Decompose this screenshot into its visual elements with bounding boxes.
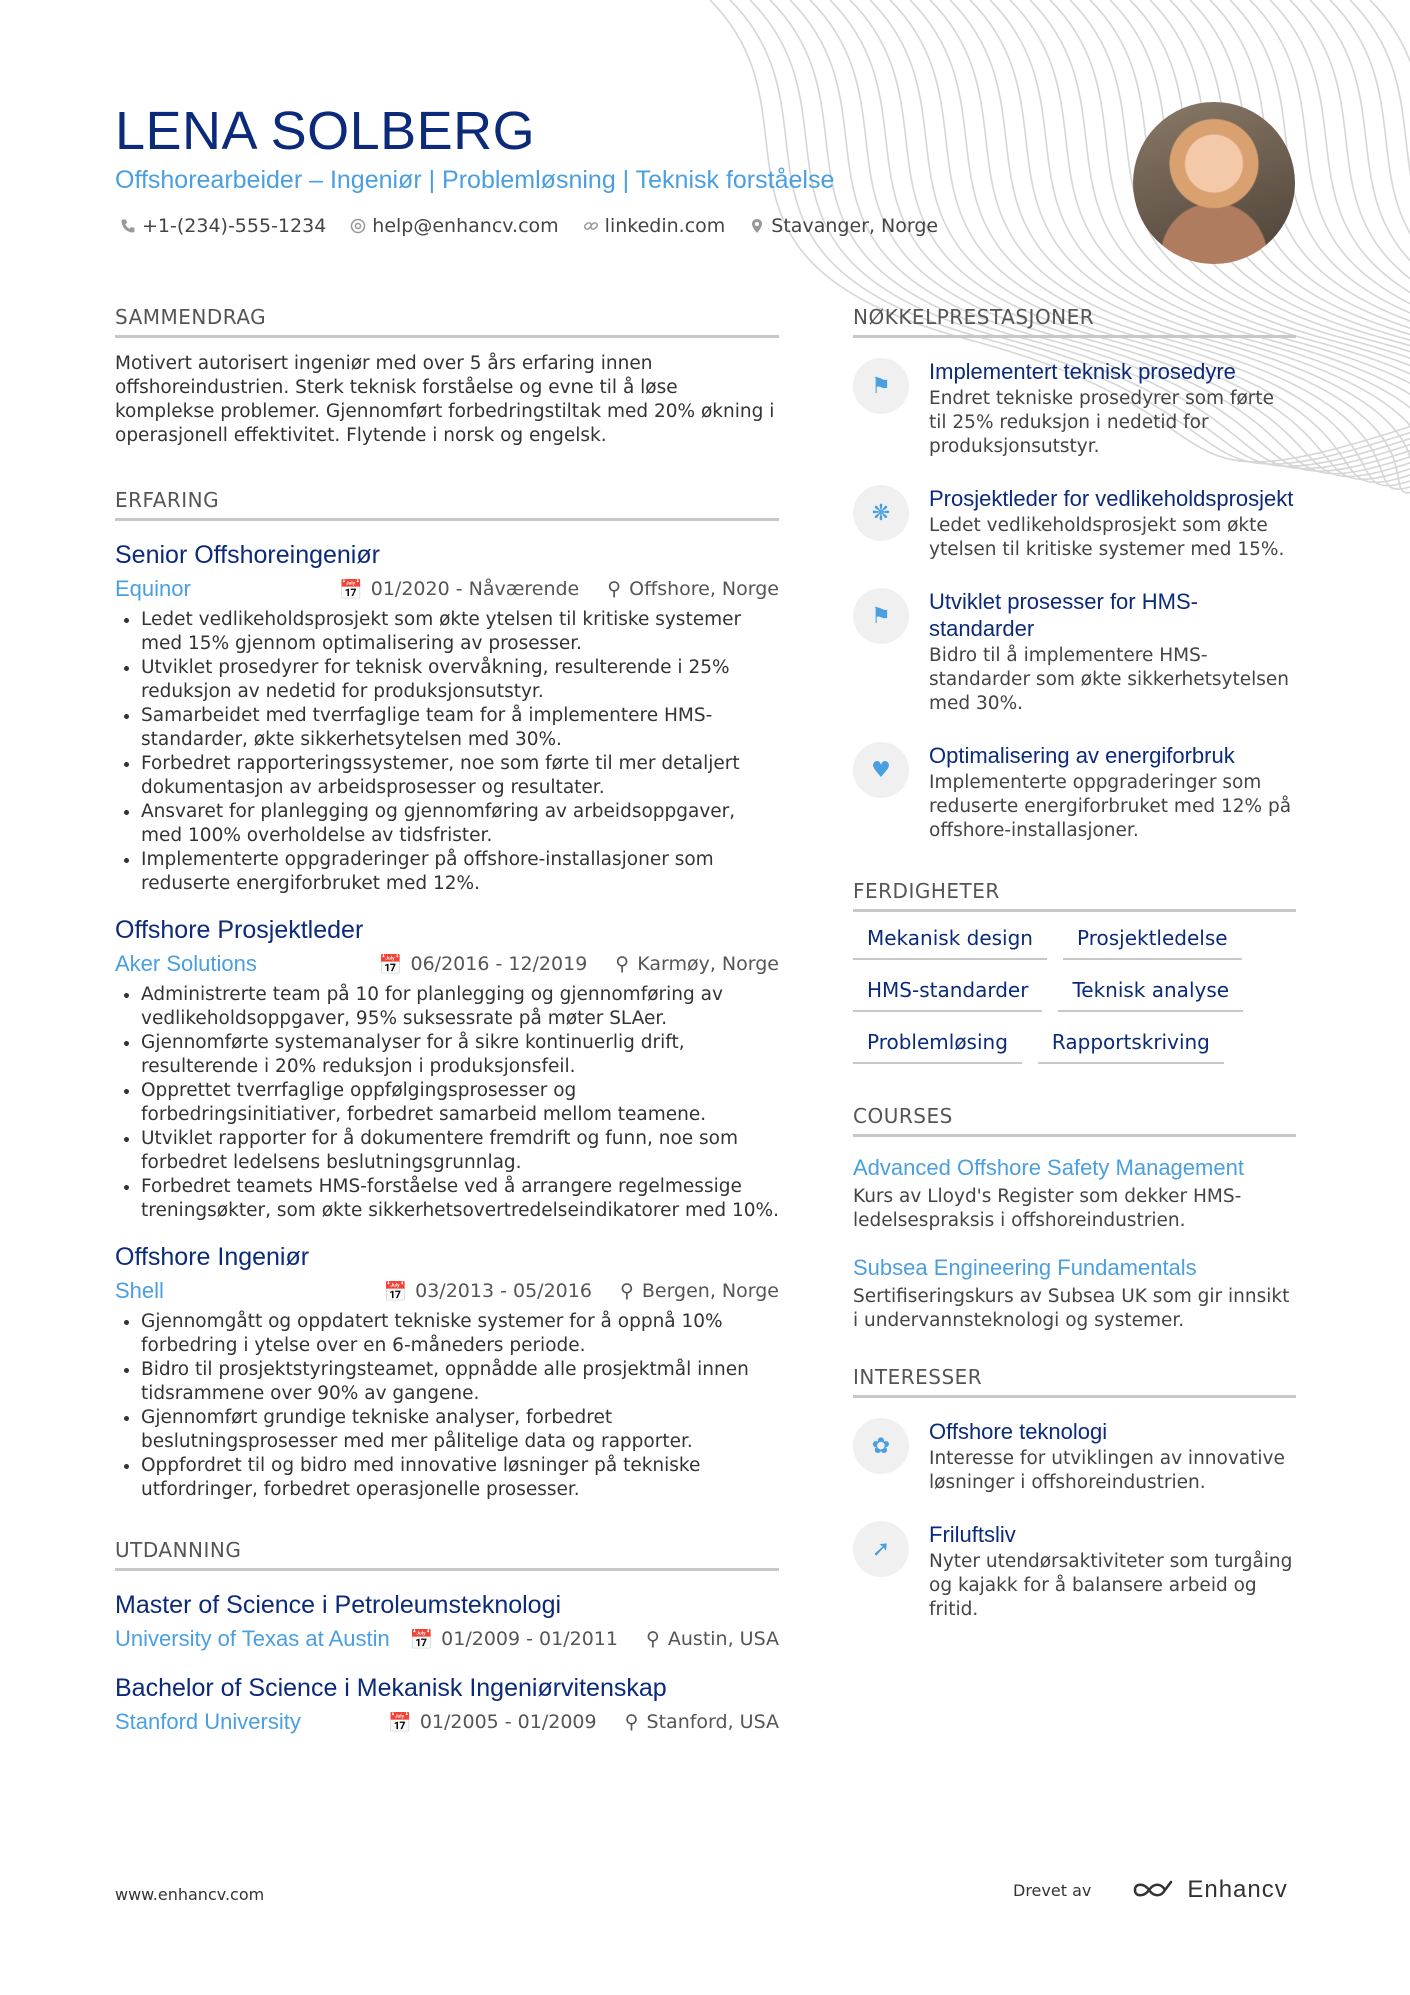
location-icon: ⚲ <box>645 1628 660 1650</box>
job-location <box>607 578 779 601</box>
calendar-icon: 📅 <box>339 578 363 601</box>
job-bullets <box>115 608 779 896</box>
job-bullet: • Samarbeidet med tverrfaglige team for å implementere HMS-standarder, økte sikkerhetsytelsen med 30%. <box>141 704 779 752</box>
profile-photo <box>1133 102 1295 264</box>
job-company: Aker Solutions <box>115 951 257 976</box>
infinity-logo-icon <box>1131 1878 1177 1902</box>
course-item <box>853 1255 1296 1333</box>
education-entry <box>115 1674 779 1735</box>
achievement-title: Implementert teknisk prosedyre <box>929 359 1236 384</box>
contact-linkedin[interactable] <box>583 215 726 237</box>
job-entry <box>115 541 779 896</box>
footer-website[interactable]: www.enhancv.com <box>115 1885 265 1904</box>
job-bullet: • Utviklet rapporter for å dokumentere fremdrift og funn, noe som forbedret ledelsens beslutningsgrunnlag. <box>141 1127 779 1175</box>
job-meta <box>115 576 779 602</box>
courses-section <box>853 1104 1296 1333</box>
job-location-text: Karmøy, Norge <box>637 953 779 975</box>
interests-heading: INTERESSER <box>853 1365 1296 1398</box>
education-meta-right <box>409 1628 779 1651</box>
job-entry <box>115 1243 779 1502</box>
education-entry <box>115 1591 779 1652</box>
education-degree: Master of Science i Petroleumsteknologi <box>115 1591 562 1619</box>
education-location <box>625 1711 779 1734</box>
location-icon <box>749 218 765 234</box>
brand-name: Enhancv <box>1187 1876 1288 1903</box>
wave-line <box>1310 0 1410 600</box>
interest-desc: Nyter utendørsaktiviteter som turgåing og kajakk for å balansere arbeid og fritid. <box>929 1551 1293 1620</box>
job-dates-text: 01/2020 - Nåværende <box>370 578 580 600</box>
heart-icon: ♥ <box>853 742 909 798</box>
contact-location-text: Stavanger, Norge <box>771 215 939 237</box>
summary-section <box>115 305 779 448</box>
achievement-desc: Ledet vedlikeholdsprosjekt som økte ytelsen til kritiske systemer med 15%. <box>929 515 1285 560</box>
experience-section <box>115 488 779 1502</box>
job-location-text: Bergen, Norge <box>641 1280 779 1302</box>
job-location-text: Offshore, Norge <box>629 578 779 600</box>
education-dates <box>388 1711 596 1734</box>
location-icon: ⚲ <box>607 578 622 600</box>
job-meta-right <box>379 953 779 976</box>
job-bullet: • Ledet vedlikeholdsprosjekt som økte ytelsen til kritiske systemer med 15% gjennom optimalisering av prosesser. <box>141 608 779 656</box>
education-dates-text: 01/2009 - 01/2011 <box>441 1628 618 1650</box>
contact-email-text: help@enhancv.com <box>372 215 559 237</box>
contact-email[interactable] <box>350 215 558 237</box>
at-icon <box>350 218 366 234</box>
job-bullets <box>115 1310 779 1502</box>
interest-desc: Interesse for utviklingen av innovative løsninger i offshoreindustrien. <box>929 1448 1285 1493</box>
course-desc: Kurs av Lloyd's Register som dekker HMS-ledelsespraksis i offshoreindustrien. <box>853 1186 1242 1231</box>
calendar-icon: 📅 <box>409 1628 434 1651</box>
job-meta <box>115 951 779 977</box>
candidate-name: LENA SOLBERG <box>115 101 536 161</box>
skill-tag: Prosjektledelse <box>1063 926 1242 960</box>
skill-tag: Mekanisk design <box>853 926 1047 960</box>
achievements-section <box>853 305 1296 843</box>
flag-icon: ⚑ <box>853 358 909 414</box>
education-meta <box>115 1709 779 1735</box>
location-icon: ⚲ <box>624 1711 639 1733</box>
award-icon: ❋ <box>853 485 909 541</box>
wave-line <box>1330 0 1410 606</box>
flag-icon: ⚑ <box>853 588 909 644</box>
education-school: University of Texas at Austin <box>115 1626 390 1651</box>
education-meta <box>115 1626 779 1652</box>
link-icon <box>583 218 599 234</box>
achievement-desc: Implementerte oppgraderinger som reduserte energiforbruket med 12% på offshore-installasjoner. <box>929 772 1292 841</box>
education-dates-text: 01/2005 - 01/2009 <box>419 1711 597 1733</box>
courses-heading: COURSES <box>853 1104 1296 1137</box>
wave-line <box>1370 0 1410 618</box>
hiking-icon: ➚ <box>853 1521 909 1577</box>
interest-body <box>929 1521 1296 1622</box>
job-meta-right <box>383 1280 779 1303</box>
wave-line <box>1350 0 1410 612</box>
job-bullet: • Implementerte oppgraderinger på offshore-installasjoner som reduserte energiforbruket med 12%. <box>141 848 779 896</box>
job-bullet: • Gjennomført grundige tekniske analyser, forbedret beslutningsprosesser med mer pålitelige data og rapporter. <box>141 1406 779 1454</box>
brand-logo[interactable] <box>1131 1876 1287 1904</box>
course-title: Subsea Engineering Fundamentals <box>853 1255 1197 1280</box>
achievement-body <box>929 742 1296 843</box>
education-section <box>115 1538 779 1735</box>
interests-section <box>853 1365 1296 1622</box>
location-icon: ⚲ <box>619 1280 634 1302</box>
interest-title: Friluftsliv <box>929 1522 1016 1547</box>
course-title: Advanced Offshore Safety Management <box>853 1155 1244 1180</box>
job-title: Offshore Prosjektleder <box>115 916 364 944</box>
job-company: Equinor <box>115 576 191 601</box>
achievement-body <box>929 358 1296 459</box>
contact-phone-text: +1-(234)-555-1234 <box>142 215 327 237</box>
job-dates-text: 06/2016 - 12/2019 <box>410 953 588 975</box>
achievement-title: Optimalisering av energiforbruk <box>929 743 1235 768</box>
job-bullet: • Forbedret rapporteringssystemer, noe som førte til mer detaljert dokumentasjon av arbeidsprosesser og resultater. <box>141 752 779 800</box>
skill-tag: HMS-standarder <box>853 978 1042 1012</box>
education-dates <box>409 1628 617 1651</box>
education-meta-right <box>388 1711 779 1734</box>
achievement-item <box>853 358 1296 459</box>
education-location-text: Austin, USA <box>667 1628 779 1650</box>
contact-location <box>749 215 938 237</box>
job-bullet: • Gjennomførte systemanalyser for å sikre kontinuerlig drift, resulterende i 20% reduksjon i produksjonsfeil. <box>141 1031 779 1079</box>
achievement-body <box>929 588 1296 716</box>
education-degree: Bachelor of Science i Mekanisk Ingeniørvitenskap <box>115 1674 667 1702</box>
job-meta <box>115 1278 779 1304</box>
job-dates <box>379 953 587 976</box>
job-bullet: • Gjennomgått og oppdatert tekniske systemer for å oppnå 10% forbedring i ytelse over en 6-måneders periode. <box>141 1310 779 1358</box>
footer-brand-area <box>1013 1876 1288 1904</box>
skill-tag: Rapportskriving <box>1038 1030 1224 1064</box>
location-icon: ⚲ <box>615 953 630 975</box>
education-location-text: Stanford, USA <box>646 1711 779 1733</box>
job-title: Offshore Ingeniør <box>115 1243 310 1271</box>
achievement-item <box>853 588 1296 716</box>
job-company: Shell <box>115 1278 164 1303</box>
job-location <box>620 1280 779 1303</box>
job-entry <box>115 916 779 1223</box>
job-bullet: • Ansvaret for planlegging og gjennomføring av arbeidsoppgaver, med 100% overholdelse av tidsfrister. <box>141 800 779 848</box>
job-bullet: • Bidro til prosjektstyringsteamet, oppnådde alle prosjektmål innen tidsrammene over 90% av gangene. <box>141 1358 779 1406</box>
left-column <box>115 305 779 1757</box>
summary-heading: SAMMENDRAG <box>115 305 779 338</box>
skill-tag: Teknisk analyse <box>1058 978 1243 1012</box>
wave-line <box>1290 0 1410 594</box>
right-column <box>853 305 1296 1648</box>
education-location <box>646 1628 779 1651</box>
summary-text: Motivert autorisert ingeniør med over 5 års erfaring innen offshoreindustrien. Sterk teknisk forståelse og evne til å løse komplekse problemer. Gjennomført forbedringstiltak med 20% økning i operasjonell effektivitet. Flytende i norsk og engelsk. <box>115 353 775 446</box>
calendar-icon: 📅 <box>383 1280 408 1303</box>
achievement-body <box>929 485 1296 562</box>
job-bullet: • Oppfordret til og bidro med innovative løsninger på tekniske utfordringer, forbedret operasjonelle prosesser. <box>141 1454 779 1502</box>
job-bullet: • Opprettet tverrfaglige oppfølgingsprosesser og forbedringsinitiativer, forbedret samarbeid mellom teamene. <box>141 1079 779 1127</box>
job-dates-text: 03/2013 - 05/2016 <box>415 1280 592 1302</box>
job-dates <box>339 578 579 601</box>
job-meta-right <box>339 578 779 601</box>
interest-title: Offshore teknologi <box>929 1419 1108 1444</box>
powered-by-text: Drevet av <box>1013 1880 1092 1900</box>
calendar-icon: 📅 <box>378 953 403 976</box>
experience-heading: ERFARING <box>115 488 779 521</box>
job-title: Senior Offshoreingeniør <box>115 541 380 569</box>
achievement-title: Prosjektleder for vedlikeholdsprosjekt <box>929 486 1294 511</box>
job-bullet: • Administrerte team på 10 for planlegging og gjennomføring av vedlikeholdsoppgaver, 95% suksessrate på møter SLAer. <box>141 983 779 1031</box>
course-desc: Sertifiseringskurs av Subsea UK som gir innsikt i undervannsteknologi og systemer. <box>853 1286 1290 1331</box>
interest-item <box>853 1521 1296 1622</box>
achievement-item <box>853 485 1296 562</box>
skills-section <box>853 879 1296 1064</box>
education-school: Stanford University <box>115 1709 301 1734</box>
candidate-subtitle: Offshorearbeider – Ingeniør | Problemløsning | Teknisk forståelse <box>115 166 835 194</box>
achievements-heading: NØKKELPRESTASJONER <box>853 305 1296 338</box>
education-heading: UTDANNING <box>115 1538 779 1571</box>
job-dates <box>383 1280 591 1303</box>
achievement-item <box>853 742 1296 843</box>
job-location <box>615 953 779 976</box>
phone-icon <box>120 218 136 234</box>
job-bullets <box>115 983 779 1223</box>
interest-item <box>853 1418 1296 1495</box>
contact-bar <box>120 215 938 237</box>
skill-tag: Problemløsing <box>853 1030 1022 1064</box>
achievement-desc: Endret tekniske prosedyrer som førte til 25% reduksjon i nedetid for produksjonsutstyr. <box>929 388 1275 457</box>
job-bullet: • Utviklet prosedyrer for teknisk overvåkning, resulterende i 25% reduksjon av nedetid for produksjonsutstyr. <box>141 656 779 704</box>
contact-linkedin-text: linkedin.com <box>604 215 726 237</box>
contact-phone[interactable] <box>120 215 326 237</box>
achievement-desc: Bidro til å implementere HMS-standarder som økte sikkerhetsytelsen med 30%. <box>929 645 1290 714</box>
skills-heading: FERDIGHETER <box>853 879 1296 912</box>
course-item <box>853 1155 1296 1233</box>
calendar-icon: 📅 <box>388 1711 412 1734</box>
interest-body <box>929 1418 1296 1495</box>
brain-icon: ✿ <box>853 1418 909 1474</box>
achievement-title: Utviklet prosesser for HMS-standarder <box>929 589 1198 641</box>
job-bullet: • Forbedret teamets HMS-forståelse ved å arrangere regelmessige treningsøkter, som økte sikkerhetsovertredelseindikatorer med 10%. <box>141 1175 779 1223</box>
skills-list <box>853 926 1296 1064</box>
